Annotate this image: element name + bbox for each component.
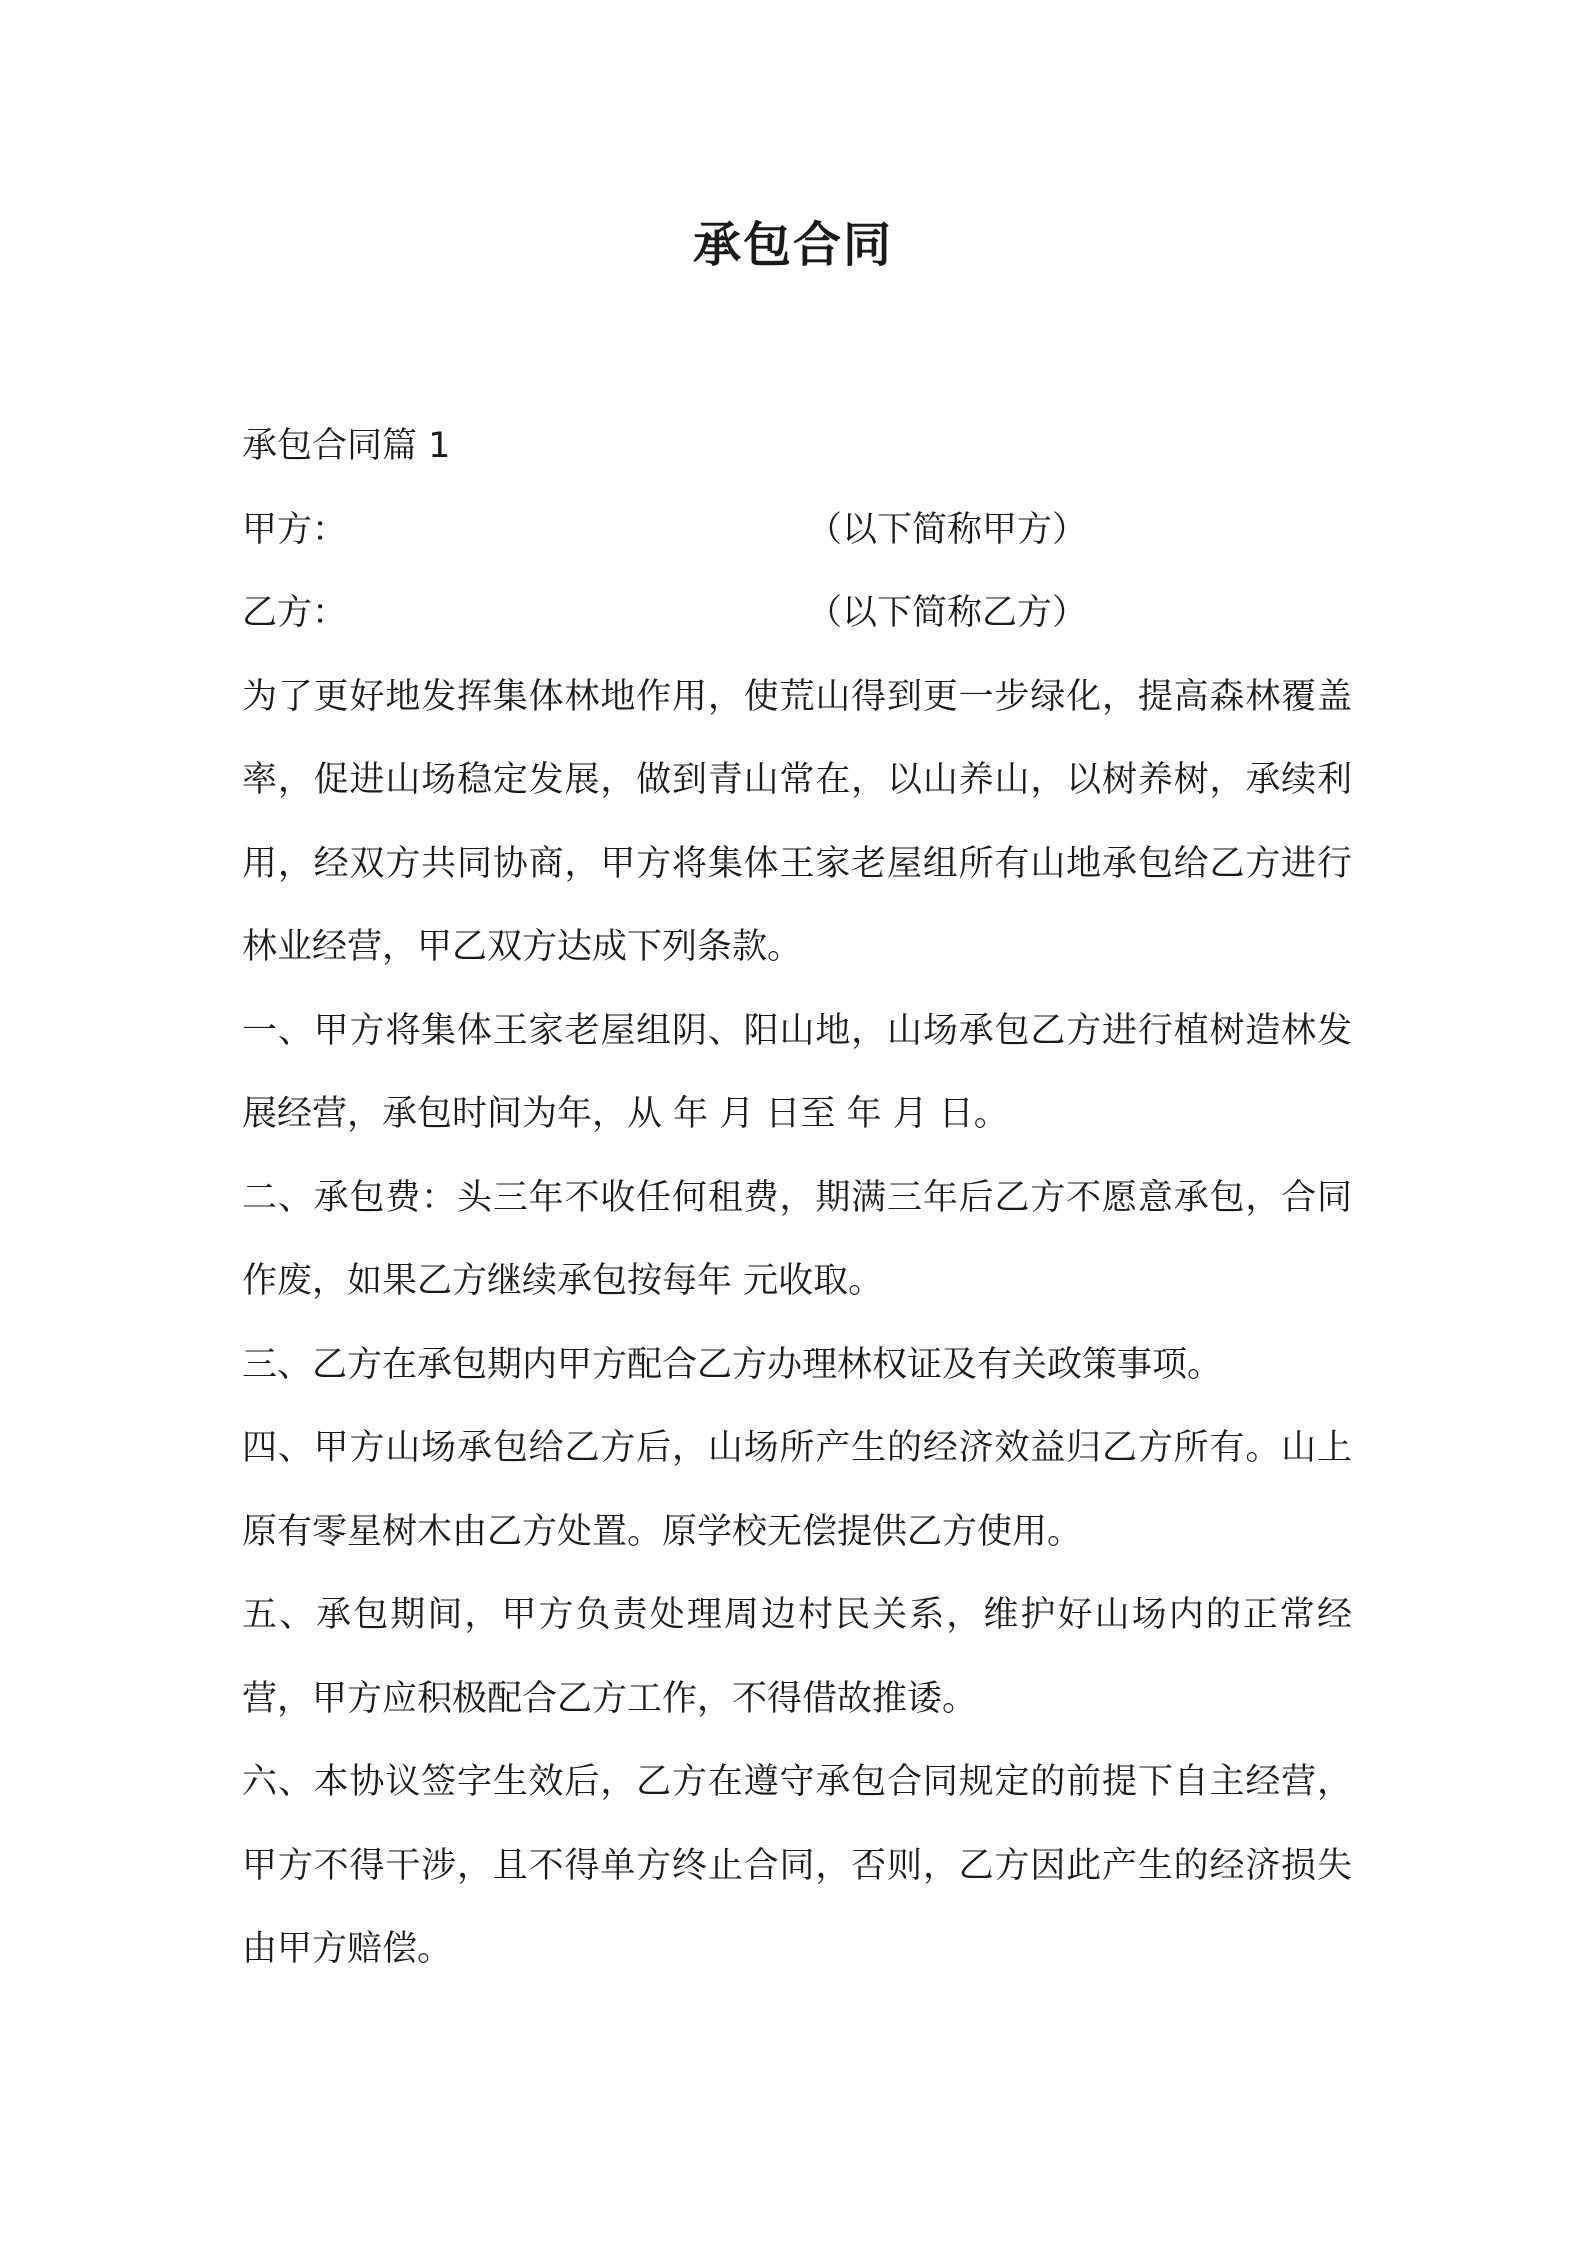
party-a-label: 甲方： — [242, 509, 348, 550]
party-a-row — [242, 489, 1352, 573]
clause-3: 三、乙方在承包期内甲方配合乙方办理林权证及有关政策事项。 — [242, 1344, 1223, 1385]
party-b-note: （以下简称乙方） — [807, 593, 1088, 633]
paragraph-intro: 为了更好地发挥集体林地作用，使荒山得到更一步绿化，提高森林覆盖率，促进山场稳定发展，做到青山常在，以山养山，以树养树，承续利用，经双方共同协商，甲方将集体王家老屋组所有山地承包给乙方进行林业经营，甲乙双方达成下列条款。 — [242, 676, 1352, 967]
section-heading: 承包合同篇 1 — [242, 426, 451, 466]
clause-5: 五、承包期间，甲方负责处理周边村民关系，维护好山场内的正常经营，甲方应积极配合乙方工作，不得借故推诿。 — [242, 1595, 1352, 1719]
clause-1: 一、甲方将集体王家老屋组阴、阳山地，山场承包乙方进行植树造林发展经营，承包时间为年，从 年 月 日至 年 月 日。 — [242, 1010, 1352, 1134]
document-body — [242, 405, 1352, 1992]
document-title: 承包合同 — [692, 217, 893, 273]
clause-6: 六、本协议签字生效后，乙方在遵守承包合同规定的前提下自主经营，甲方不得干涉，且不得单方终止合同，否则，乙方因此产生的经济损失由甲方赔偿。 — [242, 1762, 1352, 1969]
party-b-label: 乙方： — [242, 593, 348, 633]
party-a-note: （以下简称甲方） — [807, 509, 1088, 550]
party-b-row — [242, 572, 1352, 656]
clause-2: 二、承包费：头三年不收任何租费，期满三年后乙方不愿意承包，合同作废，如果乙方继续承包按每年 元收取。 — [242, 1177, 1352, 1301]
clause-4: 四、甲方山场承包给乙方后，山场所产生的经济效益归乙方所有。山上原有零星树木由乙方处置。原学校无偿提供乙方使用。 — [242, 1428, 1352, 1552]
